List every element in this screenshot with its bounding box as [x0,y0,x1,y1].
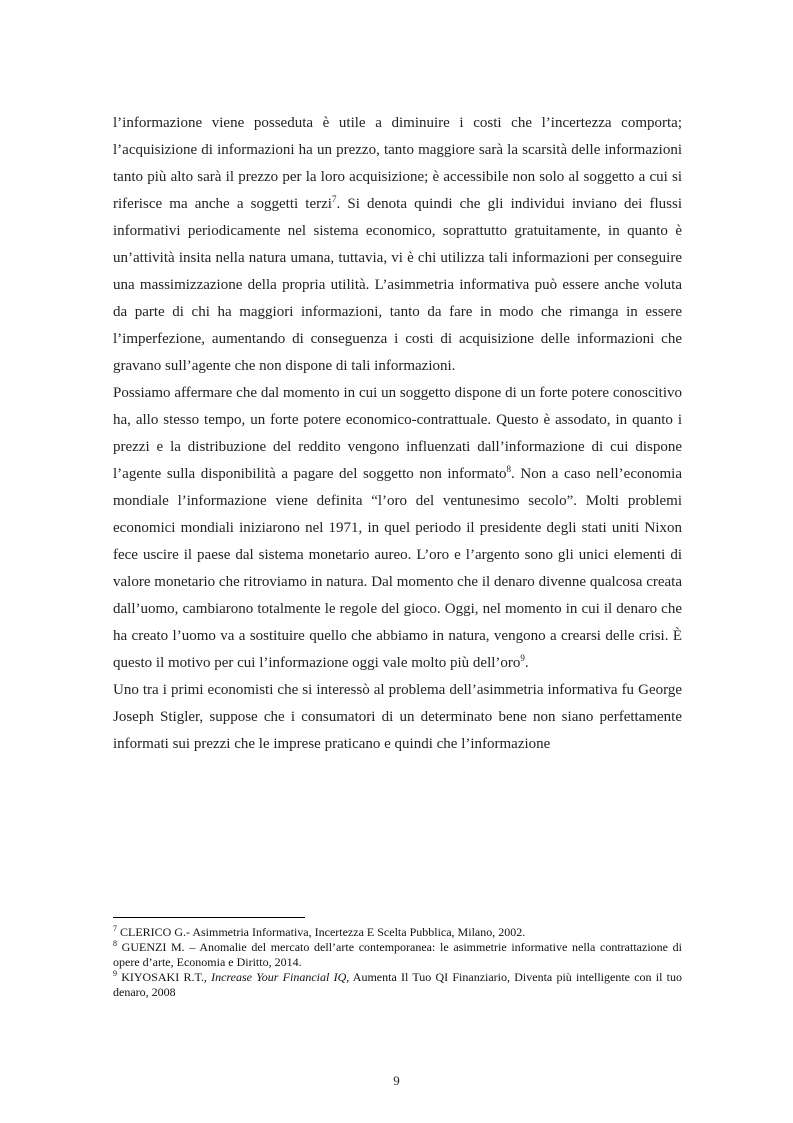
page-number: 9 [393,1073,400,1088]
footnote-7 [113,925,682,940]
footnote-text: CLERICO G.- Asimmetria Informativa, Incertezza E Scelta Pubblica, Milano, 2002. [117,925,526,939]
footnote-ref-9[interactable]: 9 [520,653,525,663]
footnote-text: GUENZI M. – Anomalie del mercato dell’arte contemporanea: le asimmetrie informative nella contrattazione di opere d’arte, Economia e Diritto, 2014. [113,940,682,969]
paragraph-2 [113,380,682,677]
footnote-8 [113,940,682,970]
footnote-number: 7 [113,924,117,933]
footnote-ref-8[interactable]: 8 [506,464,512,474]
footnotes [113,925,682,1000]
body-text [113,110,682,758]
footnote-number: 9 [113,969,117,978]
footnote-separator [113,917,305,918]
paragraph-2-text-c: . [524,655,529,671]
paragraph-2-text-a: Possiamo affermare che dal momento in cui un soggetto dispone di un forte potere conoscitivo ha, allo stesso tempo, un forte potere economico-contrattuale. Questo è assodato, in quanto i prezzi e la distribuzione del reddito vengono influenzati dall’informazione di cui dispone l’agente sulla disponibilità a pagare del soggetto non informato [113,385,682,482]
paragraph-2-text-b: . Non a caso nell’economia mondiale l’informazione viene definita “l’oro del ventunesimo secolo”. Molti problemi economici mondiali iniziarono nel 1971, in quel periodo il presidente degli stati uniti Nixon fece uscire il paese dal sistema monetario aureo. L’oro e l’argento sono gli unici elementi di valore monetario che ritroviamo in natura. Dal momento che il denaro divenne qualcosa creata dall’uomo, cambiarono totalmente le regole del gioco. Oggi, nel momento in cui il denaro che ha creato l’uomo va a sostituire quello che abbiamo in natura, vengono a crearsi delle crisi. È questo il motivo per cui l’informazione oggi vale molto più dell’oro [113,466,682,671]
paragraph-1-text-b: . Si denota quindi che gli individui inviano dei flussi informativi periodicamente nel sistema economico, soprattutto gratuitamente, in quanto è un’attività insita nella natura umana, tuttavia, vi è chi utilizza tali informazioni per conseguire una massimizzazione della propria utilità. L’asimmetria informativa può essere anche voluta da parte di chi ha maggiori informazioni, tanto da fare in modo che rimanga in essere l’imperfezione, aumentando di conseguenza i costi di acquisizione delle informazioni che gravano sull’agente che non dispone di tali informazioni. [113,196,682,374]
paragraph-1-text-a: l’informazione viene posseduta è utile a diminuire i costi che l’incertezza comporta; l’acquisizione di informazioni ha un prezzo, tanto maggiore sarà la scarsità delle informazioni tanto più alto sarà il prezzo per la loro acquisizione; è accessibile non solo al soggetto a cui si riferisce ma anche a soggetti terzi [113,115,682,212]
footnote-ref-7[interactable]: 7 [331,194,337,204]
footnote-9 [113,970,682,1000]
footnote-number: 8 [113,939,117,948]
paragraph-1 [113,110,682,380]
footnote-book-title: Increase Your Financial IQ [211,970,347,984]
paragraph-3: Uno tra i primi economisti che si interessò al problema dell’asimmetria informativa fu George Joseph Stigler, suppose che i consumatori di un determinato bene non siano perfettamente informati sui prezzi che le imprese praticano e quindi che l’informazione [113,682,682,752]
footnote-text: KIYOSAKI R.T., [117,970,212,984]
footnote-text: , Aumenta Il Tuo QI Finanziario, Diventa più intelligente con il tuo denaro, 2008 [113,970,682,999]
